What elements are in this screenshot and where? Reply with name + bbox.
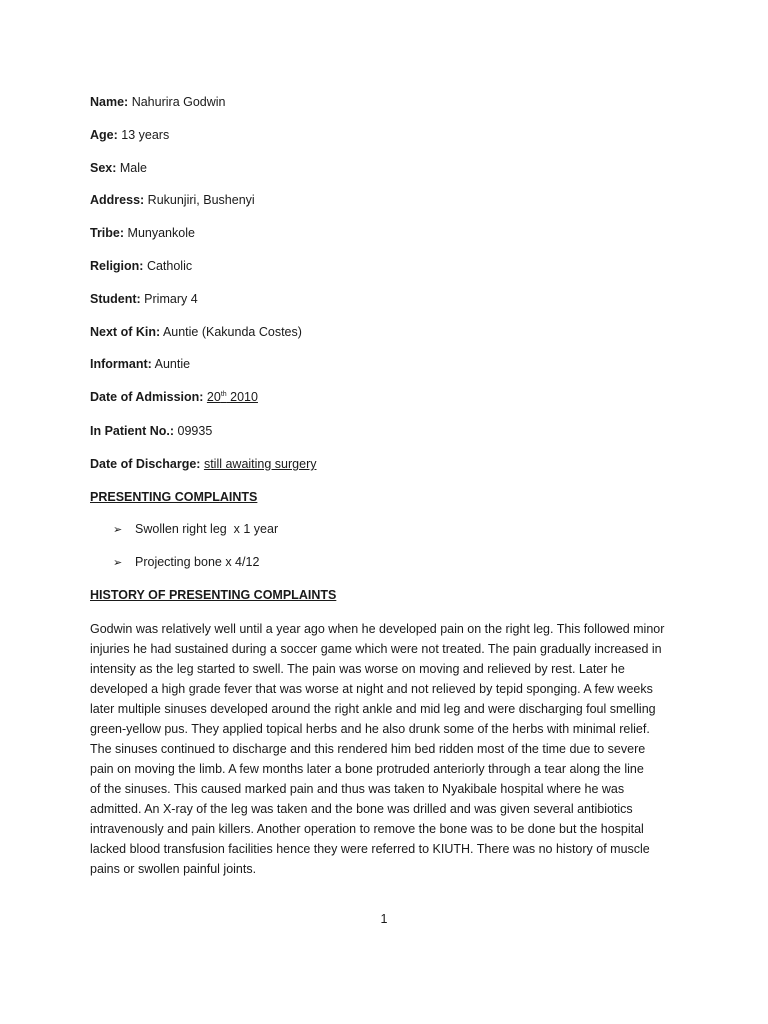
paragraph-line: green-yellow pus. They applied topical herbs and he also drunk some of the herbs with minimal relief.: [90, 722, 650, 736]
field-date-of-discharge: [90, 457, 316, 471]
field-label: Date of Discharge:: [90, 457, 201, 471]
paragraph-line: lacked blood transfusion facilities hence they were referred to KIUTH. There was no history of muscle: [90, 842, 650, 856]
field-student: [90, 292, 198, 306]
paragraph-line: The sinuses continued to discharge and this rendered him bed ridden most of the time due to severe: [90, 742, 646, 756]
complaint-text: Projecting bone x 4/12: [135, 555, 260, 569]
complaint-item: [113, 522, 278, 536]
field-label: In Patient No.:: [90, 424, 175, 438]
field-value: Rukunjiri, Bushenyi: [147, 193, 255, 207]
complaint-text: Swollen right leg x 1 year: [135, 522, 279, 536]
field-sex: [90, 161, 147, 175]
field-label: Tribe:: [90, 226, 125, 240]
paragraph-line: injuries he had sustained during a soccer game which were not treated. The pain gradually increased in: [90, 642, 662, 656]
paragraph-line: developed a high grade fever that was worse at night and not relieved by tepid sponging. A few weeks: [90, 682, 653, 696]
field-value: Catholic: [146, 259, 193, 273]
field-age: [90, 128, 169, 142]
field-label: Religion:: [90, 259, 144, 273]
admission-year: 2010: [226, 390, 258, 404]
field-value: 09935: [177, 424, 213, 438]
field-value: Primary 4: [144, 292, 198, 306]
admission-day: 20: [206, 390, 221, 404]
field-label: Next of Kin:: [90, 325, 161, 339]
complaint-item: [113, 555, 259, 569]
presenting-complaints-heading: PRESENTING COMPLAINTS: [90, 490, 258, 504]
history-heading: HISTORY OF PRESENTING COMPLAINTS: [90, 588, 337, 602]
field-label: Name:: [90, 95, 129, 109]
paragraph-line: Godwin was relatively well until a year ago when he developed pain on the right leg. This followed minor: [90, 622, 665, 636]
discharge-value: still awaiting surgery: [203, 457, 317, 471]
field-tribe: [90, 226, 195, 240]
field-value: 13 years: [121, 128, 170, 142]
paragraph-line: intravenously and pain killers. Another operation to remove the bone was to be done but the hospital: [90, 822, 644, 836]
field-inpatient-no: [90, 424, 212, 438]
paragraph-line: of the sinuses. This caused marked pain and thus was taken to Nyakibale hospital where he was: [90, 782, 625, 796]
field-religion: [90, 259, 192, 273]
field-label: Student:: [90, 292, 141, 306]
field-label: Sex:: [90, 161, 117, 175]
paragraph-line: pain on moving the limb. A few months later a bone protruded anteriorly through a tear along the line: [90, 762, 644, 776]
field-label: Address:: [90, 193, 145, 207]
admission-suffix: th: [220, 390, 227, 398]
field-value: Auntie (Kakunda Costes): [162, 325, 302, 339]
admission-date: [207, 390, 258, 404]
field-date-of-admission: [90, 390, 258, 404]
field-value: Munyankole: [127, 226, 195, 240]
paragraph-line: later multiple sinuses developed around the right ankle and mid leg and were discharging foul smelling: [90, 702, 656, 716]
field-value: Male: [119, 161, 147, 175]
field-informant: [90, 357, 190, 371]
paragraph-line: pains or swollen painful joints.: [90, 862, 257, 876]
page-number: 1: [380, 912, 388, 926]
field-label: Informant:: [90, 357, 152, 371]
field-name: [90, 95, 226, 109]
paragraph-line: intensity as the leg started to swell. The pain was worse on moving and relieved by rest. Later he: [90, 662, 625, 676]
arrow-bullet-icon: ➢: [113, 557, 123, 569]
field-address: [90, 193, 255, 207]
arrow-bullet-icon: ➢: [113, 524, 123, 536]
field-value: Nahurira Godwin: [131, 95, 226, 109]
field-label: Age:: [90, 128, 118, 142]
field-next-of-kin: [90, 325, 302, 339]
field-label: Date of Admission:: [90, 390, 204, 404]
history-paragraph: [90, 619, 690, 879]
paragraph-line: admitted. An X-ray of the leg was taken and the bone was drilled and was given several antibiotics: [90, 802, 633, 816]
field-value: Auntie: [154, 357, 191, 371]
